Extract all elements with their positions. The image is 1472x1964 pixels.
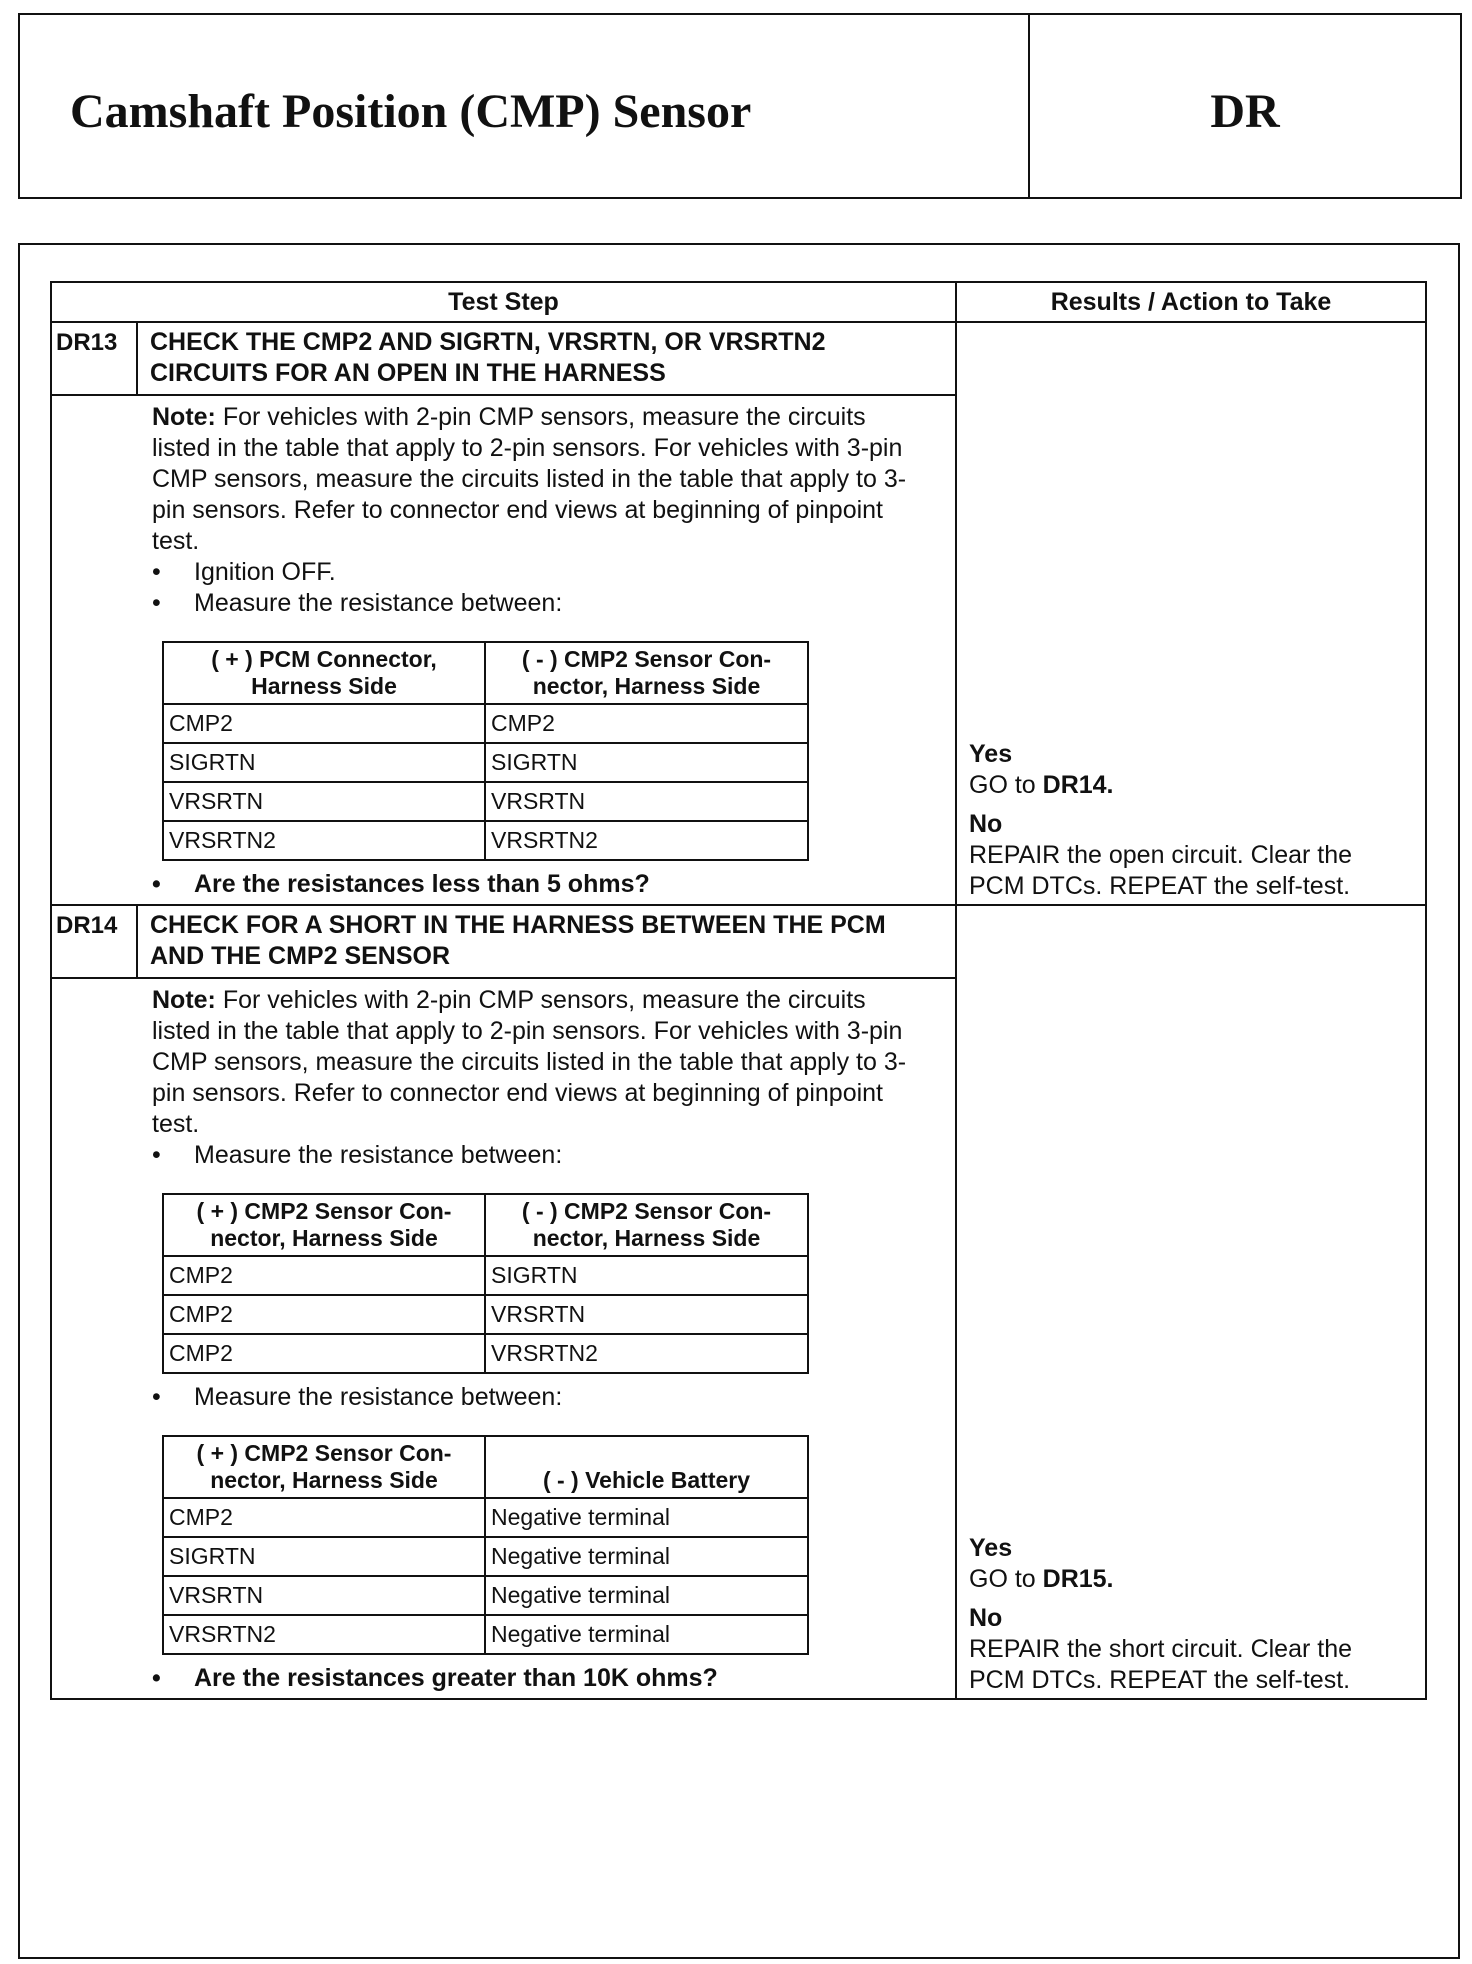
step-id: DR13 — [51, 322, 137, 395]
table-header: ( + ) CMP2 Sensor Con-nector, Harness Side — [163, 1436, 485, 1498]
question: • Are the resistances greater than 10K ohms? — [152, 1663, 945, 1694]
table-cell: Negative terminal — [485, 1498, 808, 1537]
table-cell: CMP2 — [163, 1295, 485, 1334]
table-cell: VRSRTN — [163, 1576, 485, 1615]
no-label: No — [969, 1604, 1003, 1632]
step-id: DR14 — [51, 905, 137, 978]
table-cell: CMP2 — [485, 704, 808, 743]
table-cell: SIGRTN — [485, 743, 808, 782]
bullet: • Ignition OFF. — [152, 557, 945, 588]
table-cell: VRSRTN2 — [485, 1334, 808, 1373]
bullet: • Measure the resistance between: — [152, 588, 945, 619]
no-text: REPAIR the short circuit. Clear the PCM DTCs. REPEAT the self-test. — [969, 1635, 1353, 1694]
yes-text: GO to — [969, 1565, 1043, 1593]
yes-target-link[interactable]: DR14. — [1042, 771, 1114, 799]
bullet: • Measure the resistance between: — [152, 1382, 945, 1413]
table-cell: VRSRTN — [485, 782, 808, 821]
no-label: No — [969, 810, 1003, 838]
col-results: Results / Action to Take — [956, 282, 1426, 322]
note-text: For vehicles with 2-pin CMP sensors, measure the circuits listed in the table that apply to 2-pin sensors. For vehicles with 3-pin CMP sensors, measure the circuits listed in the table that apply to 3-pin sensors. Refer to connector end views at beginning of pinpoint test. — [152, 986, 907, 1138]
table-header: ( - ) Vehicle Battery — [485, 1436, 808, 1498]
note-label: Note: — [152, 986, 216, 1014]
table-cell: VRSRTN — [163, 782, 485, 821]
page-title: Camshaft Position (CMP) Sensor — [20, 15, 1030, 197]
table-cell: CMP2 — [163, 1498, 485, 1537]
note-text: For vehicles with 2-pin CMP sensors, measure the circuits listed in the table that apply to 2-pin sensors. For vehicles with 3-pin CMP sensors, measure the circuits listed in the table that apply to 3-pin sensors. Refer to connector end views at beginning of pinpoint test. — [152, 403, 907, 555]
page-header — [18, 13, 1462, 199]
yes-text: GO to — [969, 771, 1043, 799]
table-cell: CMP2 — [163, 1256, 485, 1295]
section-code: DR — [1210, 84, 1280, 138]
step-title: CHECK FOR A SHORT IN THE HARNESS BETWEEN THE PCM AND THE CMP2 SENSOR — [137, 905, 956, 978]
note-label: Note: — [152, 403, 216, 431]
no-text: REPAIR the open circuit. Clear the PCM DTCs. REPEAT the self-test. — [969, 841, 1353, 900]
measurement-table — [162, 1193, 809, 1374]
table-cell: Negative terminal — [485, 1537, 808, 1576]
table-cell: Negative terminal — [485, 1615, 808, 1654]
table-cell: VRSRTN2 — [485, 821, 808, 860]
table-header: ( - ) CMP2 Sensor Con-nector, Harness Side — [485, 642, 808, 704]
yes-target-link[interactable]: DR15. — [1042, 1565, 1114, 1593]
step-results — [956, 905, 1426, 1699]
step-body — [51, 395, 956, 905]
table-cell: CMP2 — [163, 1334, 485, 1373]
table-cell: VRSRTN — [485, 1295, 808, 1334]
table-header: ( + ) CMP2 Sensor Con-nector, Harness Side — [163, 1194, 485, 1256]
yes-label: Yes — [969, 740, 1013, 768]
table-header: ( + ) PCM Connector, Harness Side — [163, 642, 485, 704]
table-cell: SIGRTN — [485, 1256, 808, 1295]
measurement-table — [162, 641, 809, 861]
col-test-step: Test Step — [51, 282, 956, 322]
table-cell: SIGRTN — [163, 743, 485, 782]
step-body — [51, 978, 956, 1699]
table-cell: SIGRTN — [163, 1537, 485, 1576]
table-header: ( - ) CMP2 Sensor Con-nector, Harness Side — [485, 1194, 808, 1256]
step-results — [956, 322, 1426, 905]
yes-label: Yes — [969, 1534, 1013, 1562]
bullet: • Measure the resistance between: — [152, 1140, 945, 1171]
table-cell: VRSRTN2 — [163, 821, 485, 860]
question: • Are the resistances less than 5 ohms? — [152, 869, 945, 900]
test-table — [50, 281, 1427, 1700]
step-title: CHECK THE CMP2 AND SIGRTN, VRSRTN, OR VRSRTN2 CIRCUITS FOR AN OPEN IN THE HARNESS — [137, 322, 956, 395]
table-cell: CMP2 — [163, 704, 485, 743]
table-cell: Negative terminal — [485, 1576, 808, 1615]
measurement-table — [162, 1435, 809, 1655]
table-cell: VRSRTN2 — [163, 1615, 485, 1654]
